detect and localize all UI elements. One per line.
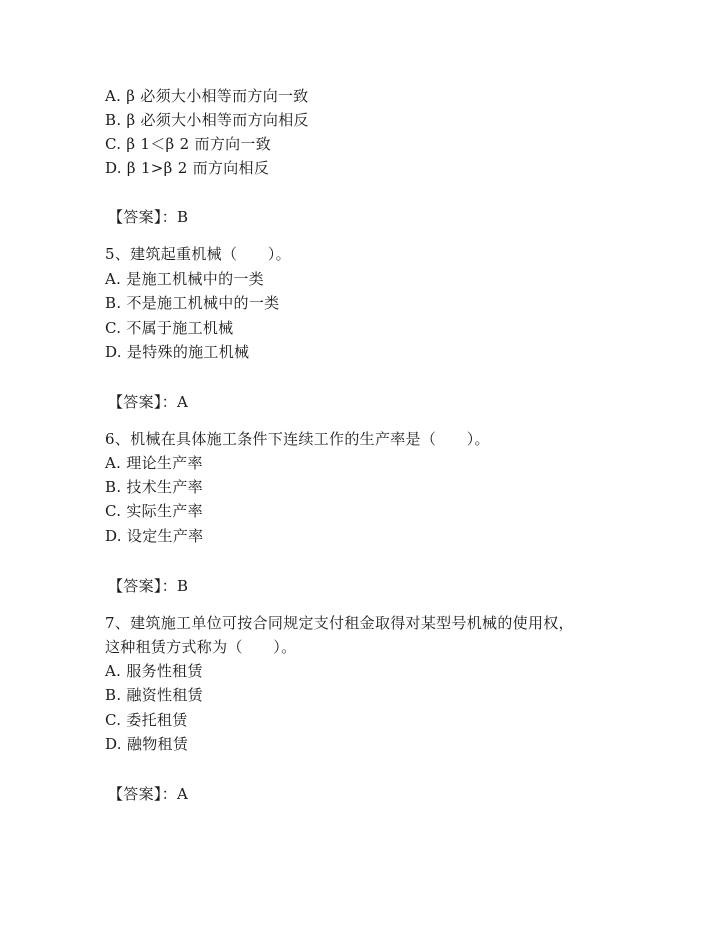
q7-option-a: A. 服务性租赁 [105, 662, 203, 680]
q7-stem-line-2: 这种租赁方式称为（ ）。 [105, 638, 297, 656]
q6-option-a: A. 理论生产率 [105, 454, 203, 472]
q6-option-c: C. 实际生产率 [105, 502, 203, 520]
q4-option-c: C. β 1＜β 2 而方向一致 [105, 135, 272, 153]
q6-stem: 6、机械在具体施工条件下连续工作的生产率是（ ）。 [105, 430, 490, 448]
q7-option-c: C. 委托租赁 [105, 711, 188, 729]
q5-stem: 5、建筑起重机械（ ）。 [105, 245, 291, 263]
q5-option-a: A. 是施工机械中的一类 [105, 270, 264, 288]
q7-option-d: D. 融物租赁 [105, 735, 189, 753]
q6-option-b: B. 技术生产率 [105, 478, 203, 496]
q7-option-b: B. 融资性租赁 [105, 686, 203, 704]
q5-option-d: D. 是特殊的施工机械 [105, 343, 250, 361]
q5-option-b: B. 不是施工机械中的一类 [105, 294, 280, 312]
q6-option-d: D. 设定生产率 [105, 527, 204, 545]
q5-option-c: C. 不属于施工机械 [105, 319, 234, 337]
q7-stem-line-1: 7、建筑施工单位可按合同规定支付租金取得对某型号机械的使用权， [105, 614, 574, 632]
q6-answer: 【答案】：B [108, 577, 189, 595]
q4-option-a: A. β 必须大小相等而方向一致 [105, 87, 309, 105]
q4-option-d: D. β 1>β 2 而方向相反 [105, 159, 270, 177]
q7-answer: 【答案】：A [108, 785, 189, 803]
q5-answer: 【答案】：A [108, 393, 189, 411]
q4-option-b: B. β 必须大小相等而方向相反 [105, 111, 309, 129]
q4-answer: 【答案】：B [108, 208, 189, 226]
